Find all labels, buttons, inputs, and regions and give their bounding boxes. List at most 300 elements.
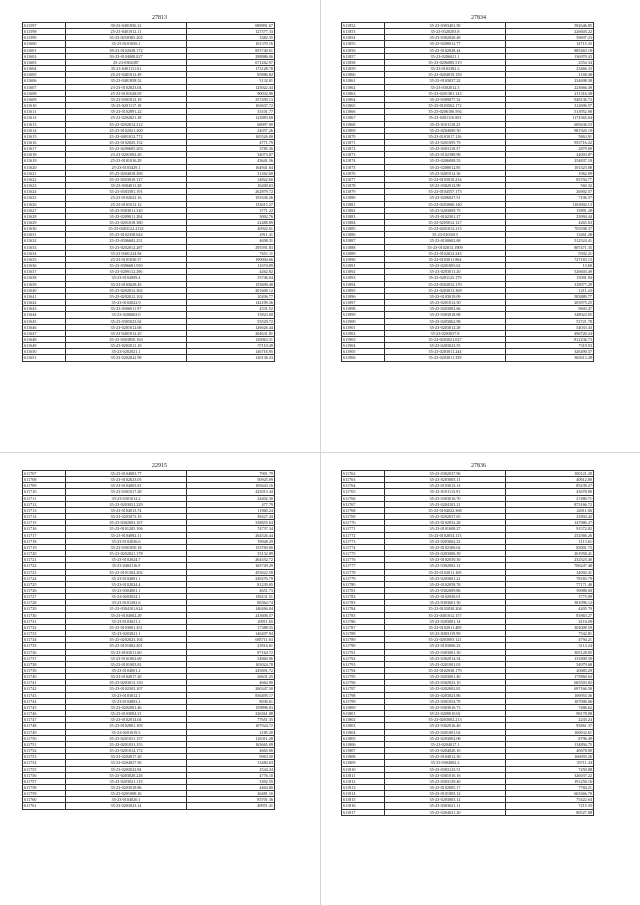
code-cell: 35-23-0204103.21 [385,501,506,507]
amount-cell: 75422.64 [506,797,594,803]
amount-cell: 81863.27 [506,612,594,618]
code-cell: 35-23-0104001.2 [66,668,187,674]
amount-cell: 147086.27 [506,520,594,526]
amount-cell: 173128.78 [187,66,275,72]
code-cell: 35-23-0305023.62 [66,318,187,324]
id-cell: 611809 [342,760,385,766]
id-cell: 611758 [23,784,66,790]
id-cell: 611903 [342,336,385,342]
id-cell: 611856 [342,47,385,53]
id-cell: 611719 [23,544,66,550]
code-cell: 35-23-0104003.81 [66,483,187,489]
code-cell: 35-23-0101003.81 [66,661,187,667]
amount-cell: 142109.36 [187,300,275,306]
amount-cell: 305128.05 [506,649,594,655]
amount-cell: 34002.41 [506,569,594,575]
id-cell: 611868 [342,121,385,127]
id-cell: 611888 [342,244,385,250]
id-cell: 611804 [342,729,385,735]
code-cell: 35-23-0202011.10 [66,343,187,349]
code-cell: 35-23-0104012.30 [385,754,506,760]
amount-cell: 807471.35 [506,244,594,250]
id-cell: 611806 [342,741,385,747]
id-cell: 611785 [342,612,385,618]
id-cell: 611598 [23,29,66,35]
id-cell: 611787 [342,624,385,630]
code-cell: 35-23-0104017.20 [66,674,187,680]
id-cell: 611708 [23,477,66,483]
code-cell: 35-23-0203003.12 [385,797,506,803]
id-cell: 611863 [342,90,385,96]
code-cell: 35-23-0203002.08 [385,735,506,741]
amount-cell: 295591.83 [187,244,275,250]
id-cell: 611646 [23,324,66,330]
id-cell: 611617 [23,146,66,152]
amount-cell: 2243.24 [506,717,594,723]
id-cell: 611816 [342,803,385,809]
amount-cell: 164941.04 [187,164,275,170]
amount-cell: 955716.22 [506,139,594,145]
amount-cell: 159896.03 [187,704,275,710]
amount-cell: 671262.97 [187,59,275,65]
amount-cell: 146207.94 [187,631,275,637]
id-cell: 611864 [342,96,385,102]
id-cell: 611763 [342,477,385,483]
code-cell: 35-23-0302012.170 [385,281,506,287]
code-cell: 35-23-0202037.65 [385,514,506,520]
id-cell: 611860 [342,72,385,78]
amount-cell: 107924.72 [187,723,275,729]
id-cell: 611724 [23,575,66,581]
amount-cell: 15823.00 [187,312,275,318]
amount-cell: 33132.89 [187,551,275,557]
amount-cell: 153690.48 [187,281,275,287]
id-cell: 611610 [23,103,66,109]
id-cell: 611736 [23,649,66,655]
amount-cell: 697166.30 [506,686,594,692]
id-cell: 611898 [342,306,385,312]
amount-cell: 100121.29 [506,471,594,477]
code-cell: 35-23-0201018.380 [66,220,187,226]
amount-cell: 17388.55 [187,624,275,630]
code-cell: 35-23-0200605.203 [66,146,187,152]
id-cell: 611881 [342,201,385,207]
code-cell: 35-23-0103013.12 [385,483,506,489]
id-cell: 611810 [342,766,385,772]
code-cell: 35-23-0102011.169 [385,569,506,575]
code-cell: 25-23-0304387 [66,59,187,65]
id-cell: 611813 [342,784,385,790]
code-cell: 35-23-0204019.159 [385,72,506,78]
amount-cell: 601666.70 [506,791,594,797]
amount-cell: 513952.08 [506,109,594,115]
code-cell: 35-23-0302014.54 [385,655,506,661]
code-cell: 35-23-0102612.243 [385,250,506,256]
code-cell: 35-23-0103011.864 [385,256,506,262]
panel-bottom-right [326,463,631,816]
id-cell: 611748 [23,723,66,729]
id-cell: 611741 [23,680,66,686]
code-cell: 35-23-0403122.2132 [66,226,187,232]
code-cell: 35-23-0102388.96 [385,152,506,158]
code-cell: 35-23-0204018.296 [66,170,187,176]
amount-cell: 134894.75 [506,741,594,747]
amount-cell: 7651.11 [187,250,275,256]
code-cell: 35-23-0204020.10 [385,748,506,754]
code-cell: 35-23-0102009.4 [66,275,187,281]
code-cell: 35-23-0102828.44 [385,47,506,53]
code-cell: 35-23-0102358.644 [66,232,187,238]
id-cell: 611738 [23,661,66,667]
code-cell: 35-23-0201001.02 [385,729,506,735]
amount-cell: 14822.60 [187,176,275,182]
id-cell: 611865 [342,103,385,109]
code-cell: 35-23-0102005.17 [385,784,506,790]
amount-cell: 226561.08 [187,711,275,717]
id-cell: 611815 [342,797,385,803]
id-cell: 611904 [342,343,385,349]
code-cell: 35-23-0303011.310 [66,207,187,213]
code-cell: 35-23-0203037.8 [385,330,506,336]
code-cell: 35-23-0103012.1 [66,692,187,698]
amount-cell: 15091.94 [506,275,594,281]
code-cell: 35-23-0102024.7 [66,557,187,563]
id-cell: 611895 [342,287,385,293]
id-cell: 611808 [342,754,385,760]
amount-cell: 3382.35 [187,35,275,41]
id-cell: 611796 [342,680,385,686]
code-cell: 39-23-0401856.12 [66,23,187,29]
id-cell: 611629 [23,220,66,226]
amount-cell: 1962.09 [506,170,594,176]
id-cell: 611622 [23,176,66,182]
code-cell: 35-23-0102891.22 [66,109,187,115]
amount-cell: 5132.01 [187,78,275,84]
id-cell: 611611 [23,109,66,115]
id-cell: 611712 [23,501,66,507]
id-cell: 611890 [342,256,385,262]
id-cell: 611612 [23,115,66,121]
amount-cell: 105643.16 [187,483,275,489]
amount-cell: 54979.68 [506,661,594,667]
code-cell: 35-23-0206002.0 [66,312,187,318]
code-cell: 35-23-0103001.451 [66,624,187,630]
id-cell: 611628 [23,213,66,219]
amount-cell: 812236.73 [506,336,594,342]
amount-cell: 33746.04 [187,275,275,281]
code-cell: 35-23-0201019.3 [66,729,187,735]
code-cell: 35-23-0303850.163 [66,336,187,342]
amount-cell: 163665.09 [187,741,275,747]
id-cell: 611897 [342,300,385,306]
code-cell: 35-23-0201012.68 [66,324,187,330]
code-cell: 35-23-0203011.244 [385,349,506,355]
id-cell: 611727 [23,594,66,600]
amount-cell: 2911.41 [187,232,275,238]
code-cell: 35-23-0303018.08 [385,312,506,318]
code-cell: 35-23-0200010.02 [385,711,506,717]
id-cell: 611715 [23,520,66,526]
amount-cell: 260347.50 [187,686,275,692]
code-cell: 35-23-0203023.55 [385,343,506,349]
amount-cell: 4664.90 [187,680,275,686]
amount-cell: 19948.29 [187,538,275,544]
code-cell: 35-23-0201012.36 [385,170,506,176]
amount-cell: 125022.44 [187,84,275,90]
id-cell: 611852 [342,23,385,29]
code-cell: 35-23-0103013 [385,232,506,238]
code-cell: 35-23-0201003.62 [385,263,506,269]
code-cell: 35-23-0204027.56 [66,760,187,766]
code-cell: 35-23-0203013.369 [385,287,506,293]
code-cell: 35-23-0302012.3 [385,84,506,90]
code-cell: 35-23-0101005.12 [385,791,506,797]
amount-cell: 706247.48 [506,563,594,569]
amount-cell: 855740.61 [187,47,275,53]
amount-cell: 4771.79 [187,139,275,145]
amount-cell: 7106.57 [506,195,594,201]
amount-cell: 302008.59 [506,624,594,630]
amount-cell: 1174365.64 [506,115,594,121]
amount-cell: 27480.71 [506,495,594,501]
code-cell: 35-23-0208012.77 [385,41,506,47]
amount-cell: 57110.49 [187,343,275,349]
amount-cell: 83001.73 [506,544,594,550]
code-cell: 35-23-0204017.20 [66,754,187,760]
amount-cell: 20683.29 [506,668,594,674]
id-cell: 611793 [342,661,385,667]
id-cell: 611743 [23,692,66,698]
data-table [22,22,275,362]
code-cell: 35-23-0303401.50 [385,23,506,29]
id-cell: 611731 [23,618,66,624]
id-cell: 611891 [342,263,385,269]
amount-cell: 348024.05 [506,312,594,318]
code-cell: 35-23-0103037.22 [385,78,506,84]
code-cell: 35-23-0101202.6 [66,600,187,606]
amount-cell: 7542.81 [506,631,594,637]
code-cell: 35-23-0201381.143 [385,90,506,96]
id-cell: 611613 [23,121,66,127]
id-cell: 611749 [23,729,66,735]
amount-cell: 122883.69 [187,115,275,121]
id-cell: 611874 [342,158,385,164]
code-cell: 35-23-0205012.127 [385,220,506,226]
code-cell: 35-23-0201031.153 [66,741,187,747]
code-cell: 35-23-0202023.104 [66,637,187,643]
amount-cell: 3785.36 [187,146,275,152]
code-cell: 35-23-0209112.296 [66,269,187,275]
amount-cell: 3392.55 [187,778,275,784]
code-cell: 35-23-0206106.594 [385,109,506,115]
code-cell: 35-23-0202022.99 [66,355,187,361]
id-cell: 611769 [342,514,385,520]
id-cell: 611620 [23,164,66,170]
amount-cell: 727183.13 [506,256,594,262]
amount-cell: 39088.00 [506,587,594,593]
id-cell: 611788 [342,631,385,637]
id-cell: 611710 [23,489,66,495]
amount-cell: 605636.53 [506,121,594,127]
id-cell: 611625 [23,195,66,201]
amount-cell: 8796.49 [506,735,594,741]
code-cell: 35-23-0201008.16 [66,791,187,797]
amount-cell: 160632.61 [506,729,594,735]
amount-cell: 318977.29 [506,281,594,287]
amount-cell: 158231.51 [187,594,275,600]
amount-cell: 1163902.13 [506,201,594,207]
code-cell: 35-23-0302003.167 [66,520,187,526]
amount-cell: 873166.72 [506,501,594,507]
id-cell: 611718 [23,538,66,544]
code-cell: 25-23-0101628.05 [66,90,187,96]
code-cell: 35-23-0104022.368 [385,507,506,513]
amount-cell: 254837.19 [506,158,594,164]
code-cell: 35-23-0102025.152 [66,139,187,145]
code-cell: 35-23-0202012.102 [66,293,187,299]
id-cell: 611906 [342,355,385,361]
id-cell: 611636 [23,263,66,269]
id-cell: 611777 [342,563,385,569]
amount-cell: 126626.44 [187,324,275,330]
page-divider-horizontal [0,452,640,453]
code-cell: 35-23-0302016.40 [385,723,506,729]
id-cell: 611762 [342,471,385,477]
code-cell: 35-23-0301012.2 [66,495,187,501]
id-cell: 611765 [342,489,385,495]
amount-cell: 15891.28 [506,207,594,213]
amount-cell: 33101.77 [187,109,275,115]
id-cell: 611722 [23,563,66,569]
code-cell: 35-23-0102623.03 [66,477,187,483]
code-cell: 35-23-0102303.107 [66,686,187,692]
panel-title: 27834 [471,15,486,21]
amount-cell: 3002.76 [187,213,275,219]
id-cell: 611768 [342,507,385,513]
code-cell: 35-23-0101008.27 [385,526,506,532]
id-cell: 611855 [342,41,385,47]
amount-cell: 133769.00 [187,544,275,550]
id-cell: 611886 [342,232,385,238]
amount-cell: 496726.24 [506,330,594,336]
id-cell: 611786 [342,618,385,624]
code-cell: 25-23-0102022.16 [66,195,187,201]
code-cell: 35-23-0250383.202 [66,35,187,41]
amount-cell: 16200.63 [187,183,275,189]
id-cell: 611853 [342,29,385,35]
id-cell: 611651 [23,355,66,361]
id-cell: 611870 [342,133,385,139]
id-cell: 611873 [342,152,385,158]
code-cell: 35-23-0203012.28 [385,324,506,330]
code-cell: 35-23-0104002.29 [66,612,187,618]
amount-cell: 85239.27 [506,483,594,489]
amount-cell: 191250.16 [506,778,594,784]
code-cell: 35-23-0102054.113 [385,532,506,538]
code-cell: 35-23-0102058.76 [385,581,506,587]
id-cell: 611893 [342,275,385,281]
amount-cell: 86364.74 [187,600,275,606]
id-cell: 611885 [342,226,385,232]
code-cell: 35-23-0102030.30 [385,557,506,563]
id-cell: 611740 [23,674,66,680]
code-cell: 35-23-0304011.28 [66,183,187,189]
id-cell: 611880 [342,195,385,201]
amount-cell: 526603.49 [506,269,594,275]
id-cell: 611887 [342,238,385,244]
id-cell: 611784 [342,606,385,612]
id-cell: 611798 [342,692,385,698]
amount-cell: 7784.21 [506,784,594,790]
id-cell: 611707 [23,471,66,477]
code-cell: 35-23-0103562.172 [385,103,506,109]
amount-cell: 11674.09 [187,263,275,269]
amount-cell: 1168.48 [506,72,594,78]
id-cell: 611805 [342,735,385,741]
panel-title: 22915 [152,463,167,469]
id-cell: 611721 [23,557,66,563]
amount-cell: 264526.44 [187,532,275,538]
amount-cell: 80527.08 [506,809,594,815]
code-cell: 35-23-0102032.28 [385,520,506,526]
id-cell: 611733 [23,631,66,637]
id-cell: 611794 [342,668,385,674]
amount-cell: 4262.82 [187,269,275,275]
code-cell: 35-23-0101002.201 [66,643,187,649]
amount-cell: 20922.61 [187,226,275,232]
code-cell: 35-23-0203024.1 [66,594,187,600]
amount-cell: 249276.79 [187,575,275,581]
id-cell: 611615 [23,133,66,139]
amount-cell: 326037.22 [506,772,594,778]
id-cell: 611854 [342,35,385,41]
amount-cell: 54033.43 [506,324,594,330]
data-table [341,22,594,362]
id-cell: 611730 [23,612,66,618]
id-cell: 611634 [23,250,66,256]
id-cell: 611717 [23,532,66,538]
amount-cell: 2544.24 [187,766,275,772]
code-cell: 35-23-0201116.001 [385,115,506,121]
code-cell: 35-23-0203021.1 [66,631,187,637]
code-cell: 35-23-0103628.45 [66,281,187,287]
code-cell: 35-23-0203073.19 [66,514,187,520]
id-cell: 611902 [342,330,385,336]
table-row [342,809,594,815]
amount-cell: 4531.52 [187,306,275,312]
amount-cell: 136970.43 [506,53,594,59]
amount-cell: 68097.00 [187,121,275,127]
code-cell: 35-23-0303601.30 [385,600,506,606]
amount-cell: 232523.40 [506,557,594,563]
amount-cell: 4776.10 [187,772,275,778]
code-cell: 35-23-0301017.28 [66,489,187,495]
amount-cell: 5502.21 [506,250,594,256]
code-cell: 35-23-0203002.66 [385,306,506,312]
id-cell: 611889 [342,250,385,256]
code-cell: 35-23-0303118.37 [385,146,506,152]
code-cell: 35-23-0103006.22 [385,643,506,649]
code-cell: 23-23-0201002.20 [66,152,187,158]
id-cell: 611862 [342,84,385,90]
amount-cell: 166093.26 [506,754,594,760]
code-cell: 35-23-0303021.11 [385,803,506,809]
code-cell: 35-23-0401812.25 [66,330,187,336]
code-cell: 35-23-0102036.6 [66,538,187,544]
id-cell: 611781 [342,587,385,593]
amount-cell: 90032.96 [187,90,275,96]
code-cell: 35-23-0101205.106 [66,526,187,532]
